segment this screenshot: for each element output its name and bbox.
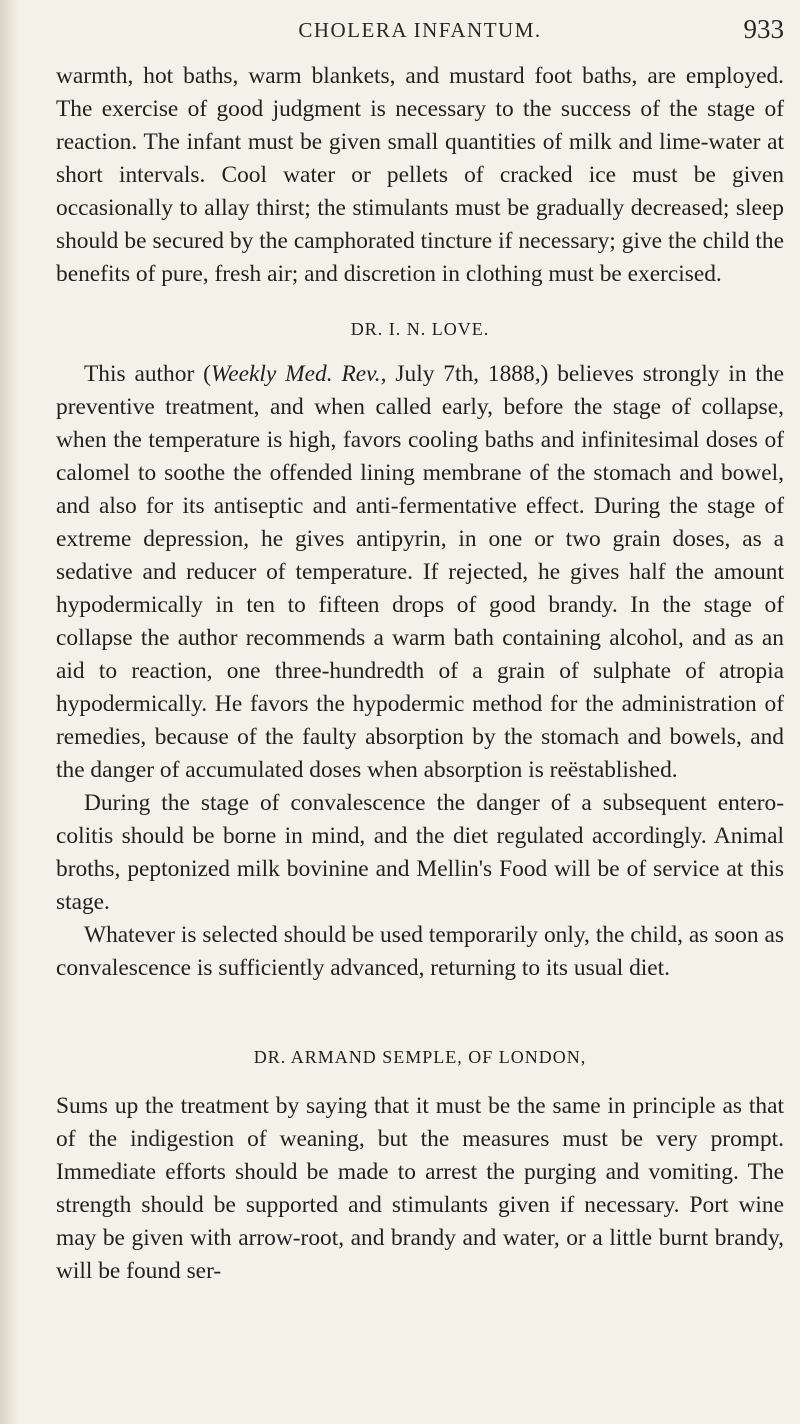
section-heading-semple: DR. ARMAND SEMPLE, OF LONDON, [253, 1047, 587, 1067]
page-number: 933 [743, 14, 784, 44]
paragraph-semple-treatment: Sums up the treatment by saying that it must be the same in principle as that of the indigestion of weaning, but the measures must be very prompt. Immediate efforts should be made to arrest the purging and vomiting. The strength should be supported and stimulants given if necessary. Port wine may be given with arrow-root, and brandy and water, or a little burnt brandy, will be found ser- [56, 1093, 784, 1284]
running-head [56, 0, 784, 60]
section-heading-love: DR. I. N. LOVE. [350, 319, 490, 339]
paragraph-love-treatment [56, 358, 784, 787]
paragraph-reaction-stage: warmth, hot baths, warm blankets, and mustard foot baths, are employed. The exercise of good judgment is necessary to the success of the stage of reaction. The infant must be given small quantities of milk and lime-water at short intervals. Cool water or pellets of cracked ice must be given occasionally to allay thirst; the stimulants must be gradually decreased; sleep should be secured by the camphorated tincture if necessary; give the child the benefits of pure, fresh air; and discretion in clothing must be exercised. [56, 63, 784, 287]
paragraph-diet: Whatever is selected should be used temporarily only, the child, as soon as convalescence is sufficiently advanced, returning to its usual diet. [56, 922, 784, 981]
paragraph-love-lead: This author ( [84, 361, 211, 387]
paragraph-convalescence: During the stage of convalescence the danger of a subsequent entero-colitis should be borne in mind, and the diet regulated accordingly. Animal broths, peptonized milk bovinine and Mellin's Food will be of service at this stage. [56, 790, 784, 915]
citation-journal: Weekly Med. Rev., [210, 361, 387, 387]
running-head-title: CHOLERA INFANTUM. [298, 18, 542, 42]
book-page [56, 0, 784, 1288]
page-gutter-shadow [0, 0, 20, 1424]
paragraph-love-body: July 7th, 1888,) believes strongly in the preventive treatment, and when called early, before the stage of collapse, when the temperature is high, favors cooling baths and infinitesimal doses of calomel to soothe the offended lining membrane of the stomach and bowel, and also for its antiseptic and anti-fermentative effect. During the stage of extreme depression, he gives antipyrin, in one or two grain doses, as a sedative and reducer of temperature. If rejected, he gives half the amount hypodermically in ten to fifteen drops of good brandy. In the stage of collapse the author recommends a warm bath containing alcohol, and as an aid to reaction, one three-hundredth of a grain of sulphate of atropia hypodermically. He favors the hypodermic method for the administration of remedies, because of the faulty absorption by the stomach and bowels, and the danger of accumulated doses when absorption is reëstablished. [56, 361, 784, 783]
